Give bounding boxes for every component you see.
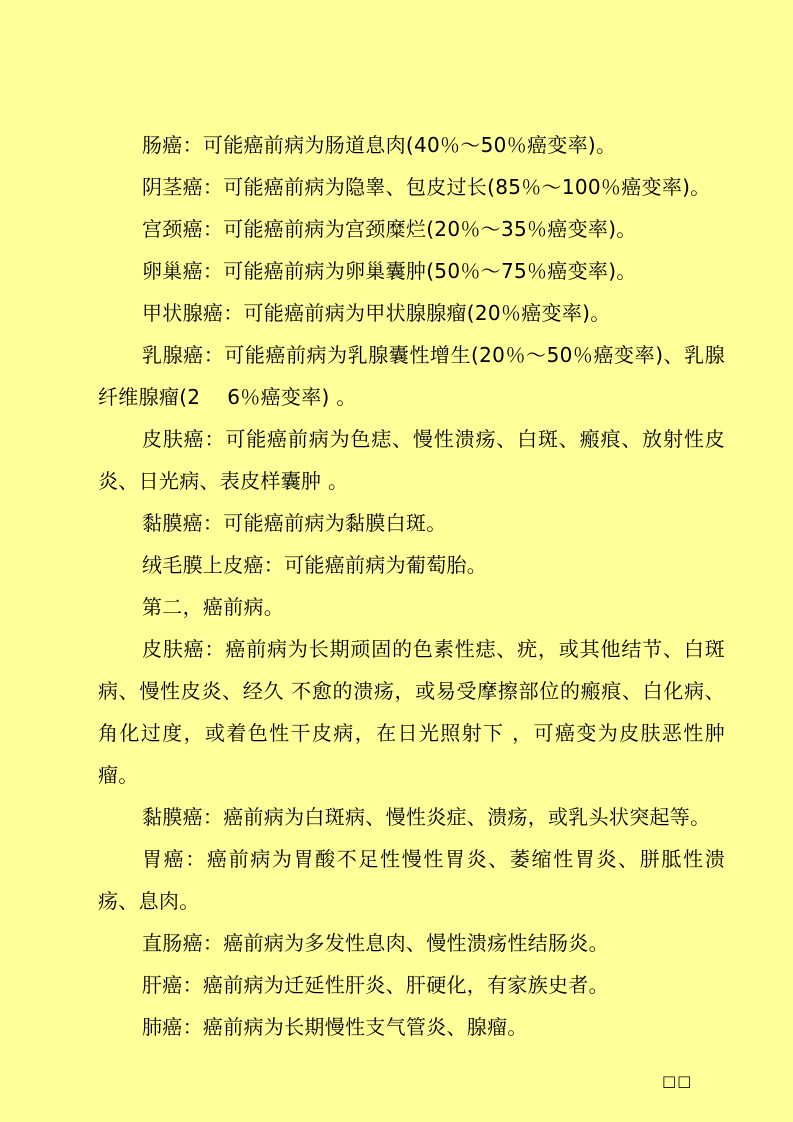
paragraph-skin-cancer-possible: 皮肤癌：可能癌前病为色痣、慢性溃疡、白斑、瘢痕、放射性皮炎、日光病、表皮样囊肿 。 (98, 427, 725, 493)
paragraph-thyroid-cancer: 甲状腺癌：可能癌前病为甲状腺腺瘤(20％癌变率)。 (142, 301, 611, 325)
paragraph-colon-cancer: 肠癌：可能癌前病为肠道息肉(40％～50％癌变率)。 (142, 133, 617, 157)
paragraph-cervical-cancer: 宫颈癌：可能癌前病为宫颈糜烂(20％～35％癌变率)。 (142, 217, 637, 241)
paragraph-mucosal-cancer-possible: 黏膜癌：可能癌前病为黏膜白斑。 (142, 511, 447, 535)
page-number: □□ (662, 1072, 693, 1090)
paragraph-liver-cancer: 肝癌：癌前病为迁延性肝炎、肝硬化，有家族史者。 (142, 973, 609, 997)
paragraph-gastric-cancer: 胃癌：癌前病为胃酸不足性慢性胃炎、萎缩性胃炎、胼胝性溃疡、息肉。 (98, 847, 725, 913)
paragraph-choriocarcinoma: 绒毛膜上皮癌：可能癌前病为葡萄胎。 (142, 553, 488, 577)
paragraph-rectal-cancer: 直肠癌：癌前病为多发性息肉、慢性溃疡性结肠炎。 (142, 931, 609, 955)
paragraph-breast-cancer: 乳腺癌：可能癌前病为乳腺囊性增生(20％～50％癌变率)、乳腺纤维腺瘤(2 6％癌变率) 。 (98, 343, 725, 409)
paragraph-ovarian-cancer: 卵巢癌：可能癌前病为卵巢囊肿(50％～75％癌变率)。 (142, 259, 637, 283)
paragraph-penile-cancer: 阴茎癌：可能癌前病为隐睾、包皮过长(85％～100％癌变率)。 (142, 175, 711, 199)
paragraph-mucosal-cancer-precancer: 黏膜癌：癌前病为白斑病、慢性炎症、溃疡，或乳头状突起等。 (142, 805, 711, 829)
section-heading-precancerous: 第二，癌前病。 (142, 595, 285, 619)
paragraph-skin-cancer-precancer: 皮肤癌：癌前病为长期顽固的色素性痣、疣，或其他结节、白斑病、慢性皮炎、经久 不愈的溃疡，或易受摩擦部位的瘢痕、白化病、角化过度，或着色性干皮病，在日光照射下 ，可癌变为皮肤恶性肿瘤。 (98, 637, 725, 787)
paragraph-lung-cancer: 肺癌：癌前病为长期慢性支气管炎、腺瘤。 (142, 1015, 528, 1039)
